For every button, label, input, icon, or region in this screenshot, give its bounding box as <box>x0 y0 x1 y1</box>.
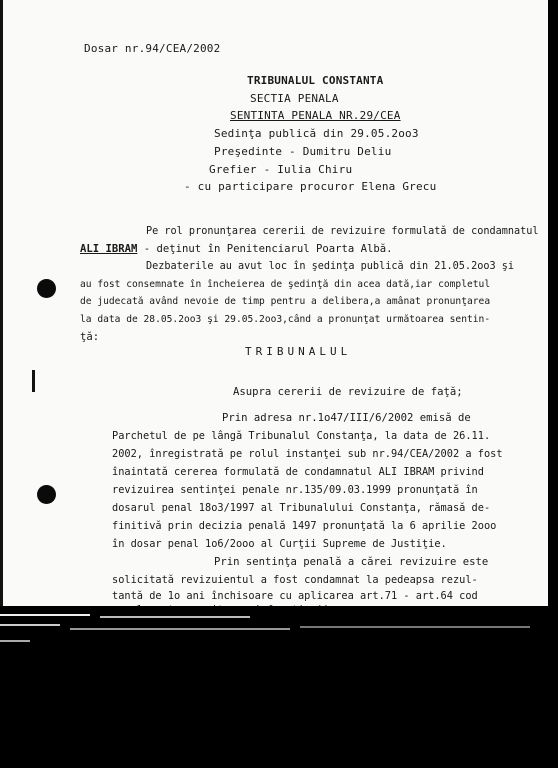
punch-hole-bottom <box>37 485 56 504</box>
torn-edge-5 <box>300 626 530 628</box>
p2-line-2: solicitată revizuientul a fost condamnat la pedeapsa rezul- <box>112 574 478 586</box>
president-line: Preşedinte - Dumitru Deliu <box>214 145 392 158</box>
intro-line-3: Dezbaterile au avut loc în şedinţa publică din 21.05.2oo3 şi <box>146 261 515 272</box>
body-subheading: Asupra cererii de revizuire de faţă; <box>233 386 463 398</box>
intro-line-4: au fost consemnate în încheierea de şedinţă din acea dată,iar completul <box>80 279 491 290</box>
intro-line-5: de judecată având nevoie de timp pentru a delibera,a amânat pronunţarea <box>80 296 491 307</box>
p2-line-3: tantă de 1o ani închisoare cu aplicarea art.71 - art.64 cod <box>112 590 478 602</box>
case-number: Dosar nr.94/CEA/2002 <box>84 42 221 55</box>
torn-edge-4 <box>70 628 290 630</box>
p1-line-1: Prin adresa nr.1o47/III/6/2002 emisă de <box>222 412 471 424</box>
p1-line-8: în dosar penal 1o6/2ooo al Curţii Supreme de Justiţie. <box>112 538 447 550</box>
convict-name: ALI IBRAM <box>80 243 138 255</box>
intro-line-7: ţă: <box>80 331 100 343</box>
p1-line-5: revizuirea sentinţei penale nr.135/09.03.1999 pronunţată în <box>112 484 478 496</box>
p1-line-6: dosarul penal 18o3/1997 al Tribunalului Constanţa, rămasă de- <box>112 502 491 514</box>
punch-hole-top <box>37 279 56 298</box>
scan-background <box>0 606 558 768</box>
court-name: TRIBUNALUL CONSTANTA <box>247 74 384 87</box>
p1-line-4: înaintată cererea formulată de condamnatul ALI IBRAM privind <box>112 466 484 478</box>
torn-edge-3 <box>0 624 60 626</box>
margin-mark <box>32 370 35 392</box>
torn-edge-6 <box>0 640 30 642</box>
sentence-number: SENTINTA PENALA NR.29/CEA <box>230 109 401 122</box>
tribunal-heading: TRIBUNALUL <box>245 345 352 358</box>
torn-edge-2 <box>100 616 250 618</box>
clerk-line: Grefier - Iulia Chiru <box>209 163 353 176</box>
intro-line-1: Pe rol pronunţarea cererii de revizuire formulată de condamnatul <box>146 226 539 237</box>
torn-edge-1 <box>0 614 90 616</box>
intro-line-6: la data de 28.05.2oo3 şi 29.05.2oo3,când a pronunţat următoarea sentin- <box>80 314 491 325</box>
p1-line-3: 2002, înregistrată pe rolul instanţei sub nr.94/CEA/2002 a fost <box>112 448 503 460</box>
convict-location: - deţinut în Penitenciarul Poarta Albă. <box>137 243 393 255</box>
intro-line-2 <box>80 243 393 255</box>
page-left-edge <box>0 0 3 606</box>
prosecutor-line: - cu participare procuror Elena Grecu <box>184 180 437 193</box>
p1-line-2: Parchetul de pe lângă Tribunalul Constanţa, la data de 26.11. <box>112 430 491 442</box>
session-line: Sedinţa publică din 29.05.2oo3 <box>214 127 419 140</box>
page-right-edge <box>548 0 558 610</box>
p1-line-7: finitivă prin decizia penală 1497 pronunţată la 6 aprilie 2ooo <box>112 520 497 532</box>
p2-line-1: Prin sentinţa penală a cărei revizuire este <box>214 556 489 568</box>
court-section: SECTIA PENALA <box>250 92 339 105</box>
